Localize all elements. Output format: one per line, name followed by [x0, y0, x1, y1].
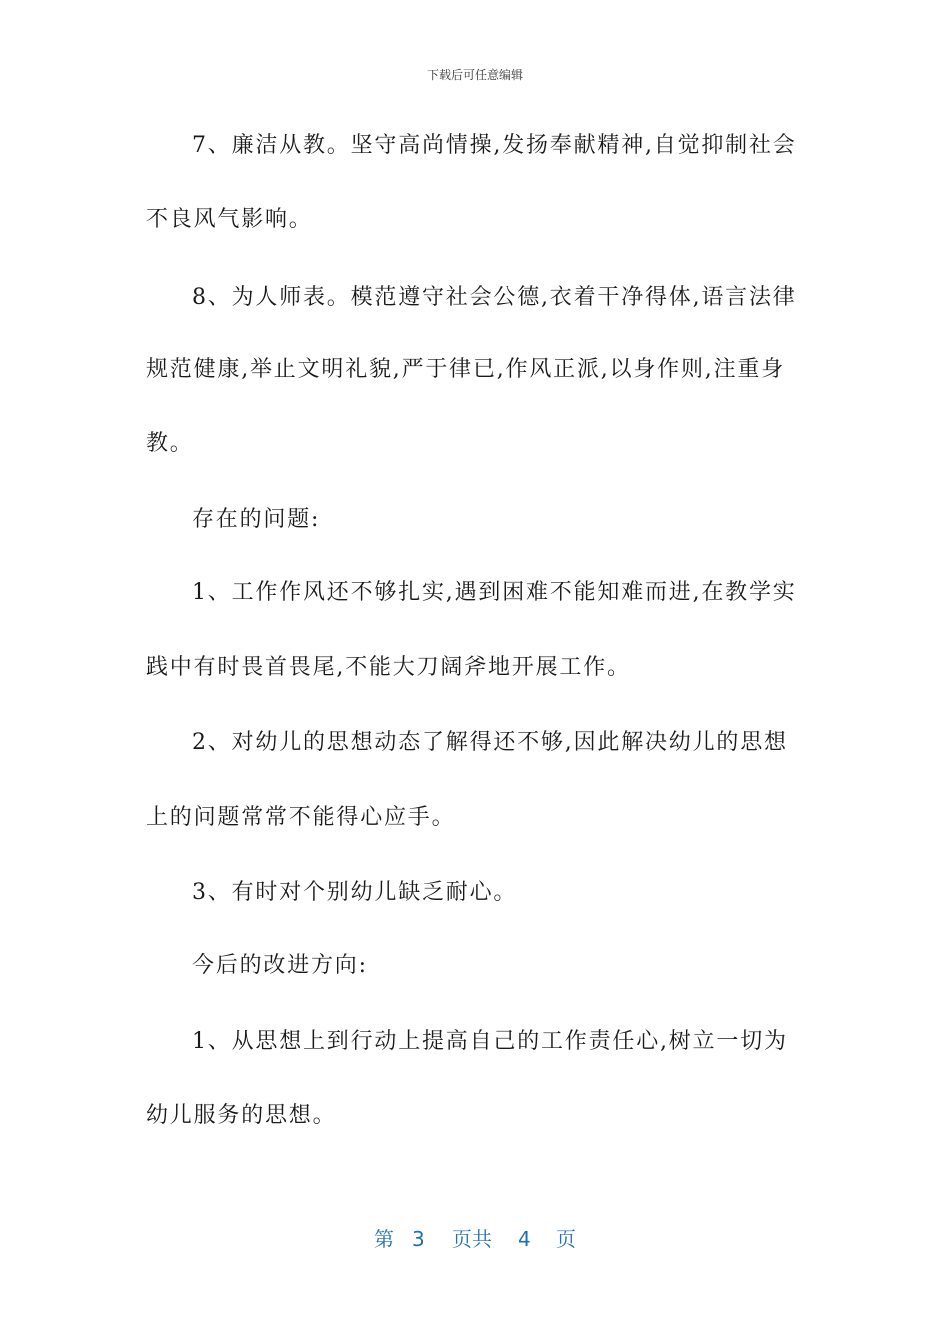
footer-page-number: 3: [412, 1227, 425, 1251]
paragraph-line: 上的问题常常不能得心应手。: [146, 805, 456, 830]
footer-ye-gong: 页共: [452, 1227, 492, 1251]
page-header: 下载后可任意编辑: [426, 68, 523, 82]
paragraph-line: 1、工作作风还不够扎实,遇到困难不能知难而进,在教学实: [192, 580, 797, 605]
section-heading: 今后的改进方向:: [192, 953, 368, 978]
footer-total-pages: 4: [518, 1227, 531, 1251]
section-heading: 存在的问题:: [192, 507, 321, 532]
paragraph-line: 规范健康,举止文明礼貌,严于律已,作风正派,以身作则,注重身: [146, 357, 785, 382]
paragraph-line: 7、廉洁从教。坚守高尚情操,发扬奉献精神,自觉抑制社会: [192, 133, 797, 158]
paragraph-line: 8、为人师表。模范遵守社会公德,衣着干净得体,语言法律: [192, 285, 797, 310]
footer-ye: 页: [556, 1227, 576, 1251]
paragraph-line: 3、有时对个别幼儿缺乏耐心。: [192, 880, 518, 905]
paragraph-line: 幼儿服务的思想。: [146, 1103, 337, 1128]
paragraph-line: 教。: [146, 431, 194, 456]
paragraph-line: 不良风气影响。: [146, 207, 313, 232]
paragraph-line: 2、对幼儿的思想动态了解得还不够,因此解决幼儿的思想: [192, 730, 788, 755]
paragraph-line: 1、从思想上到行动上提高自己的工作责任心,树立一切为: [192, 1029, 788, 1054]
footer-di: 第: [374, 1227, 394, 1251]
paragraph-line: 践中有时畏首畏尾,不能大刀阔斧地开展工作。: [146, 655, 631, 680]
